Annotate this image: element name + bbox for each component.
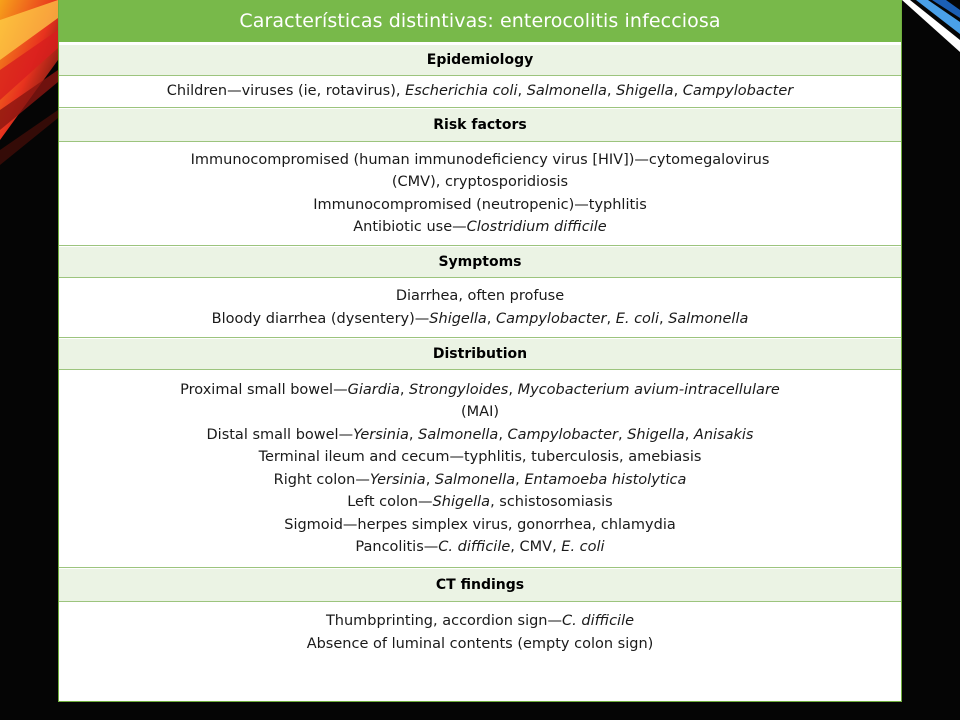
body-line [59,633,901,656]
line-segment: Salmonella [434,471,516,488]
line-segment: Campylobacter [682,83,794,100]
line-segment: Shigella [429,310,487,327]
line-segment: , [684,426,694,443]
section-body-epidemiology [59,76,901,108]
body-line [59,401,901,424]
line-segment: Clostridium difficile [466,219,607,235]
body-line [59,285,901,308]
right-decoration [902,0,960,720]
line-segment: C. difficile [438,539,511,555]
line-segment: Absence of luminal contents (empty colon sign) [306,635,654,652]
body-line [59,194,901,217]
body-line [59,469,901,492]
line-segment: Distal small bowel— [206,426,354,443]
line-segment: Yersinia [353,426,409,443]
line-segment: (MAI) [460,404,500,420]
line-segment: Campylobacter [507,426,618,443]
line-segment: , CMV, [510,539,562,555]
body-line [59,379,901,402]
line-segment: , [617,426,628,443]
line-segment: (CMV), cryptosporidiosis [391,174,569,190]
line-segment: , [508,381,518,398]
line-segment: Campylobacter [496,310,607,327]
section-body-distribution [59,370,901,568]
line-segment: Antibiotic use— [353,219,467,235]
line-segment: , [408,426,419,443]
line-segment: , [517,83,527,100]
line-segment: Mycobacterium avium-intracellulare [517,381,780,398]
line-segment: , [486,310,497,327]
line-segment: Thumbprinting, accordion sign— [325,613,563,629]
table-slide [58,0,902,702]
line-segment: Immunocompromised (human immunodeficiency virus [HIV])—cytomegalovirus [190,151,770,168]
line-segment: Salmonella [668,310,749,327]
slide-title: Características distintivas: enterocolitis infecciosa [59,0,901,44]
body-line [59,308,901,331]
line-segment: Strongyloides [409,381,509,398]
section-heading-ct-findings: CT findings [59,568,901,602]
section-heading-distribution: Distribution [59,338,901,370]
line-segment: , [658,310,669,327]
line-segment: Sigmoid—herpes simplex virus, gonorrhea, chlamydia [284,516,676,533]
line-segment: Diarrhea, often profuse [395,288,565,304]
line-segment: Salmonella [418,426,499,443]
body-line [59,491,901,514]
line-segment: , [606,310,616,327]
section-body-risk-factors [59,142,901,246]
line-segment: Pancolitis— [355,539,439,555]
body-line [59,446,901,469]
line-segment: Shigella [627,426,685,443]
body-line [59,514,901,537]
section-body-symptoms [59,278,901,338]
section-body-ct-findings [59,602,901,700]
line-segment: Proximal small bowel— [180,381,348,398]
body-line [59,424,901,447]
line-segment: , [498,426,508,443]
line-segment: Giardia [347,381,400,398]
body-line [59,610,901,633]
section-heading-risk-factors: Risk factors [59,108,901,142]
line-segment: Yersinia [369,471,426,488]
line-segment: Anisakis [693,426,754,443]
line-segment: , [399,381,410,398]
body-line [59,149,901,172]
line-segment: Escherichia coli [405,83,518,100]
line-segment: E. coli [615,310,659,327]
section-heading-symptoms: Symptoms [59,246,901,278]
line-segment: , [515,471,525,488]
body-line [59,80,901,103]
body-line [59,216,901,239]
line-segment: Left colon— [347,494,433,510]
line-segment: , [425,471,435,488]
line-segment: Shigella [616,83,674,100]
line-segment: Immunocompromised (neutropenic)—typhlitis [313,196,647,213]
body-line [59,536,901,559]
line-segment: E. coli [561,539,605,555]
line-segment: Terminal ileum and cecum—typhlitis, tuberculosis, amebiasis [258,449,702,465]
line-segment: Children—viruses (ie, rotavirus), [166,83,406,100]
line-segment: , schistosomiasis [490,494,613,510]
line-segment: Entamoeba histolytica [524,471,687,488]
line-segment: Right colon— [273,471,370,488]
section-heading-epidemiology: Epidemiology [59,44,901,76]
line-segment: , [673,83,683,100]
line-segment: Bloody diarrhea (dysentery)— [211,310,430,327]
line-segment: Shigella [432,494,491,510]
line-segment: Salmonella [526,83,607,100]
left-decoration [0,0,58,720]
line-segment: , [606,83,617,100]
line-segment: C. difficile [562,613,635,629]
body-line [59,171,901,194]
